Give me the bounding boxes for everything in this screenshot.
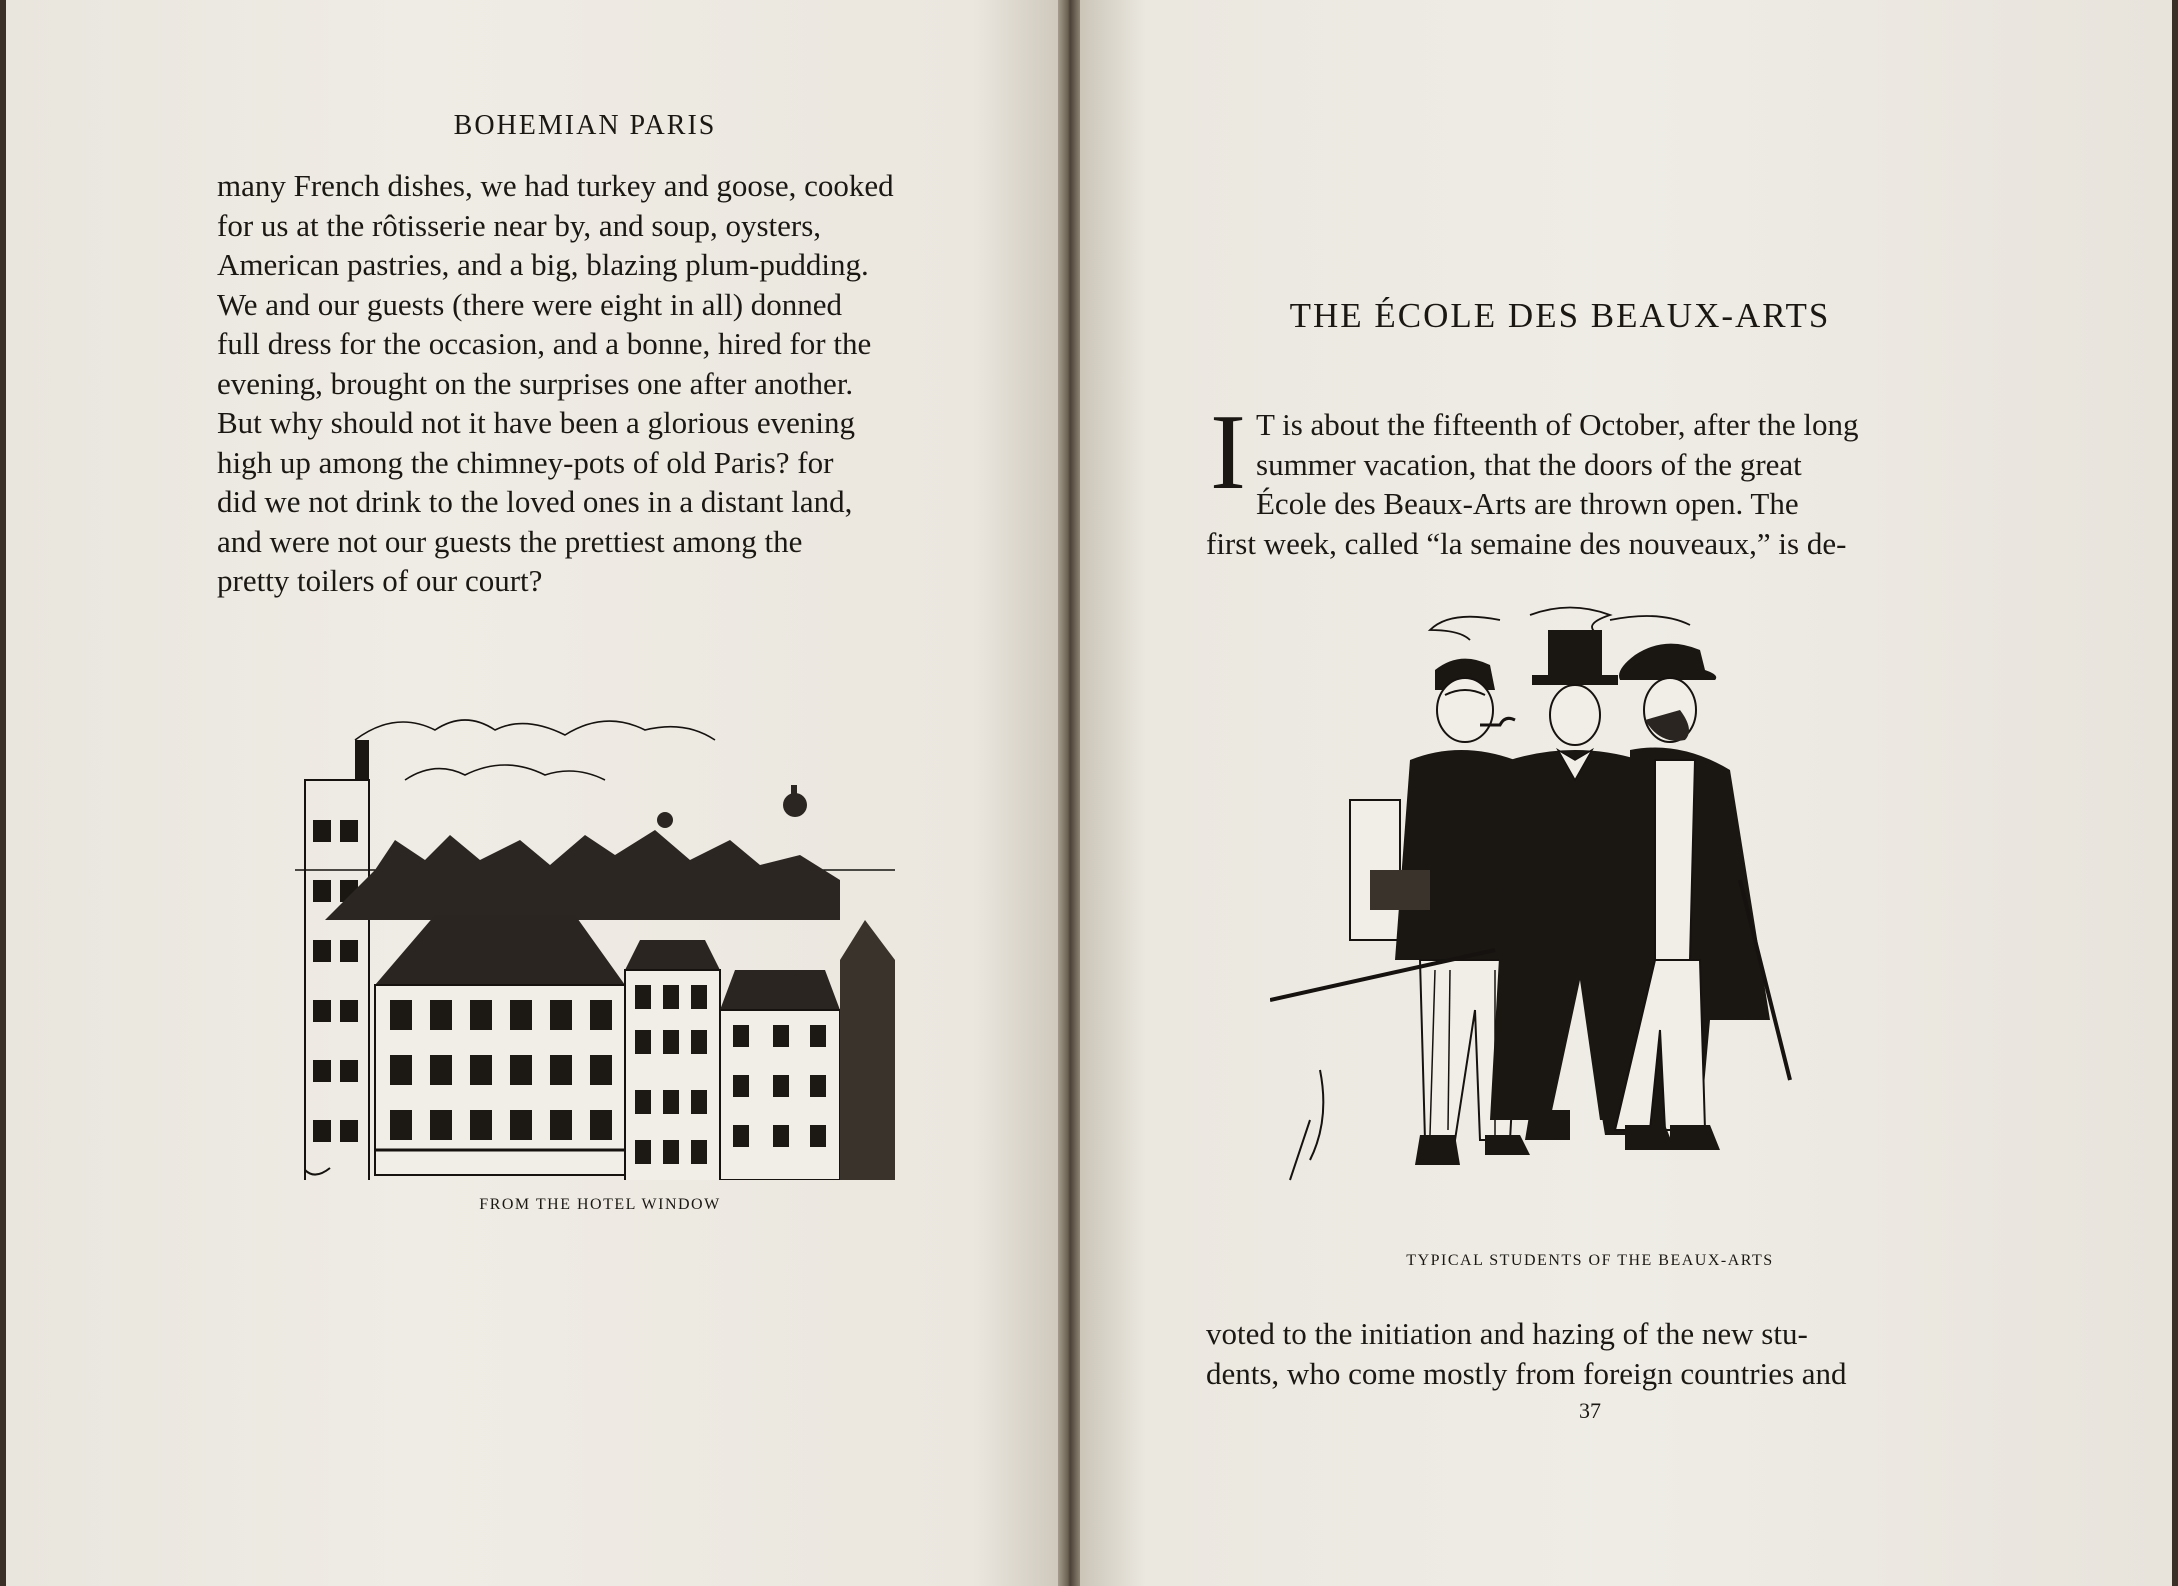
text-line: full dress for the occasion, and a bonne, hired for the [217, 326, 872, 361]
opening-paragraph [1206, 393, 1946, 563]
chapter-title: THE ÉCOLE DES BEAUX-ARTS [1289, 296, 1831, 335]
drop-cap: I [1210, 393, 1246, 512]
left-edge [0, 0, 6, 1586]
text-line: evening, brought on the surprises one after another. [217, 365, 854, 401]
text-line: high up among the chimney-pots of old Paris? for [217, 444, 834, 480]
text-line: for us at the rôtisserie near by, and soup, oysters, [217, 207, 822, 243]
book-gutter [1058, 0, 1080, 1586]
closing-paragraph [1206, 1314, 1948, 1393]
text-line: did we not drink to the loved ones in a distant land, [217, 484, 853, 519]
left-paragraph [217, 166, 957, 601]
text-line: first week, called “la semaine des nouveaux,” is de- [1206, 525, 1847, 561]
right-illustration-caption: TYPICAL STUDENTS OF THE BEAUX-ARTS [1406, 1252, 1774, 1269]
text-line: many French dishes, we had turkey and goose, cooked [217, 168, 894, 203]
text-line: dents, who come mostly from foreign countries and [1206, 1355, 1847, 1391]
text-line: voted to the initiation and hazing of the new stu- [1206, 1316, 1808, 1351]
left-illustration-caption: FROM THE HOTEL WINDOW [479, 1196, 721, 1213]
rooftops-illustration [295, 670, 895, 1180]
page-number: 37 [1579, 1398, 1601, 1423]
text-line: summer vacation, that the doors of the great [1256, 446, 1802, 482]
text-line: École des Beaux-Arts are thrown open. The [1256, 486, 1799, 521]
right-edge [2172, 0, 2178, 1586]
running-head: BOHEMIAN PARIS [453, 110, 717, 141]
text-line: We and our guests (there were eight in all) donned [217, 286, 843, 322]
text-line: American pastries, and a big, blazing plum-pudding. [217, 247, 869, 282]
text-line: pretty toilers of our court? [217, 563, 543, 598]
text-line: and were not our guests the prettiest among the [217, 523, 803, 559]
text-line: But why should not it have been a glorious evening [217, 405, 855, 440]
text-line: T is about the fifteenth of October, after the long [1256, 407, 1859, 442]
students-illustration [1270, 600, 1830, 1220]
